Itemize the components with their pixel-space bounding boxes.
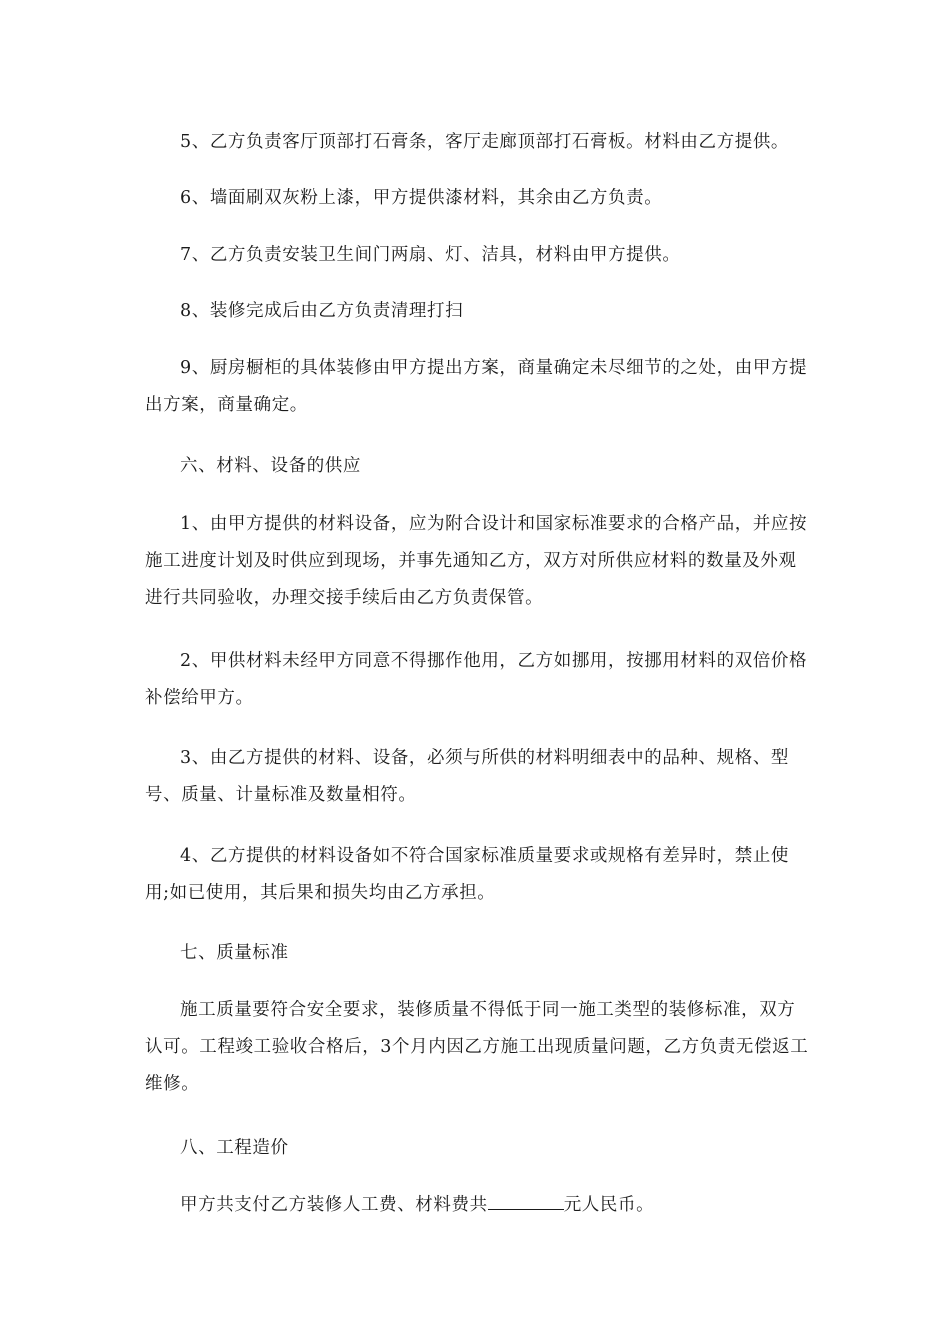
payment-text-before: 甲方共支付乙方装修人工费、材料费共 [180, 1195, 488, 1215]
amount-blank [488, 1193, 564, 1210]
materials-clause-3: 3、由乙方提供的材料、设备，必须与所供的材料明细表中的品种、规格、型号、质量、计量标准及数量相符。 [145, 748, 790, 805]
payment-sentence [145, 1187, 810, 1224]
section-heading-materials: 六、材料、设备的供应 [180, 456, 361, 476]
materials-clause-4: 4、乙方提供的材料设备如不符合国家标准质量要求或规格有差异时，禁止使用;如已使用，其后果和损失均由乙方承担。 [145, 846, 790, 903]
materials-clause-2: 2、甲供材料未经甲方同意不得挪作他用，乙方如挪用，按挪用材料的双倍价格补偿给甲方。 [145, 651, 808, 708]
clause-5: 5、乙方负责客厅顶部打石膏条，客厅走廊顶部打石膏板。材料由乙方提供。 [180, 132, 790, 152]
materials-clause-1: 1、由甲方提供的材料设备，应为附合设计和国家标准要求的合格产品，并应按施工进度计划及时供应到现场，并事先通知乙方，双方对所供应材料的数量及外观进行共同验收，办理交接手续后由乙方负责保管。 [145, 514, 808, 608]
quality-standard-text: 施工质量要符合安全要求，装修质量不得低于同一施工类型的装修标准，双方认可。工程竣工验收合格后，3个月内因乙方施工出现质量问题，乙方负责无偿返工维修。 [145, 1000, 809, 1094]
clause-7: 7、乙方负责安装卫生间门两扇、灯、洁具，材料由甲方提供。 [180, 245, 681, 265]
clause-8: 8、装修完成后由乙方负责清理打扫 [180, 301, 464, 321]
section-heading-cost: 八、工程造价 [180, 1138, 289, 1158]
section-heading-quality: 七、质量标准 [180, 943, 289, 963]
payment-text-after: 元人民币。 [563, 1195, 655, 1215]
clause-9: 9、厨房橱柜的具体装修由甲方提出方案，商量确定未尽细节的之处，由甲方提出方案，商量确定。 [145, 358, 808, 415]
clause-6: 6、墙面刷双灰粉上漆，甲方提供漆材料，其余由乙方负责。 [180, 188, 663, 208]
